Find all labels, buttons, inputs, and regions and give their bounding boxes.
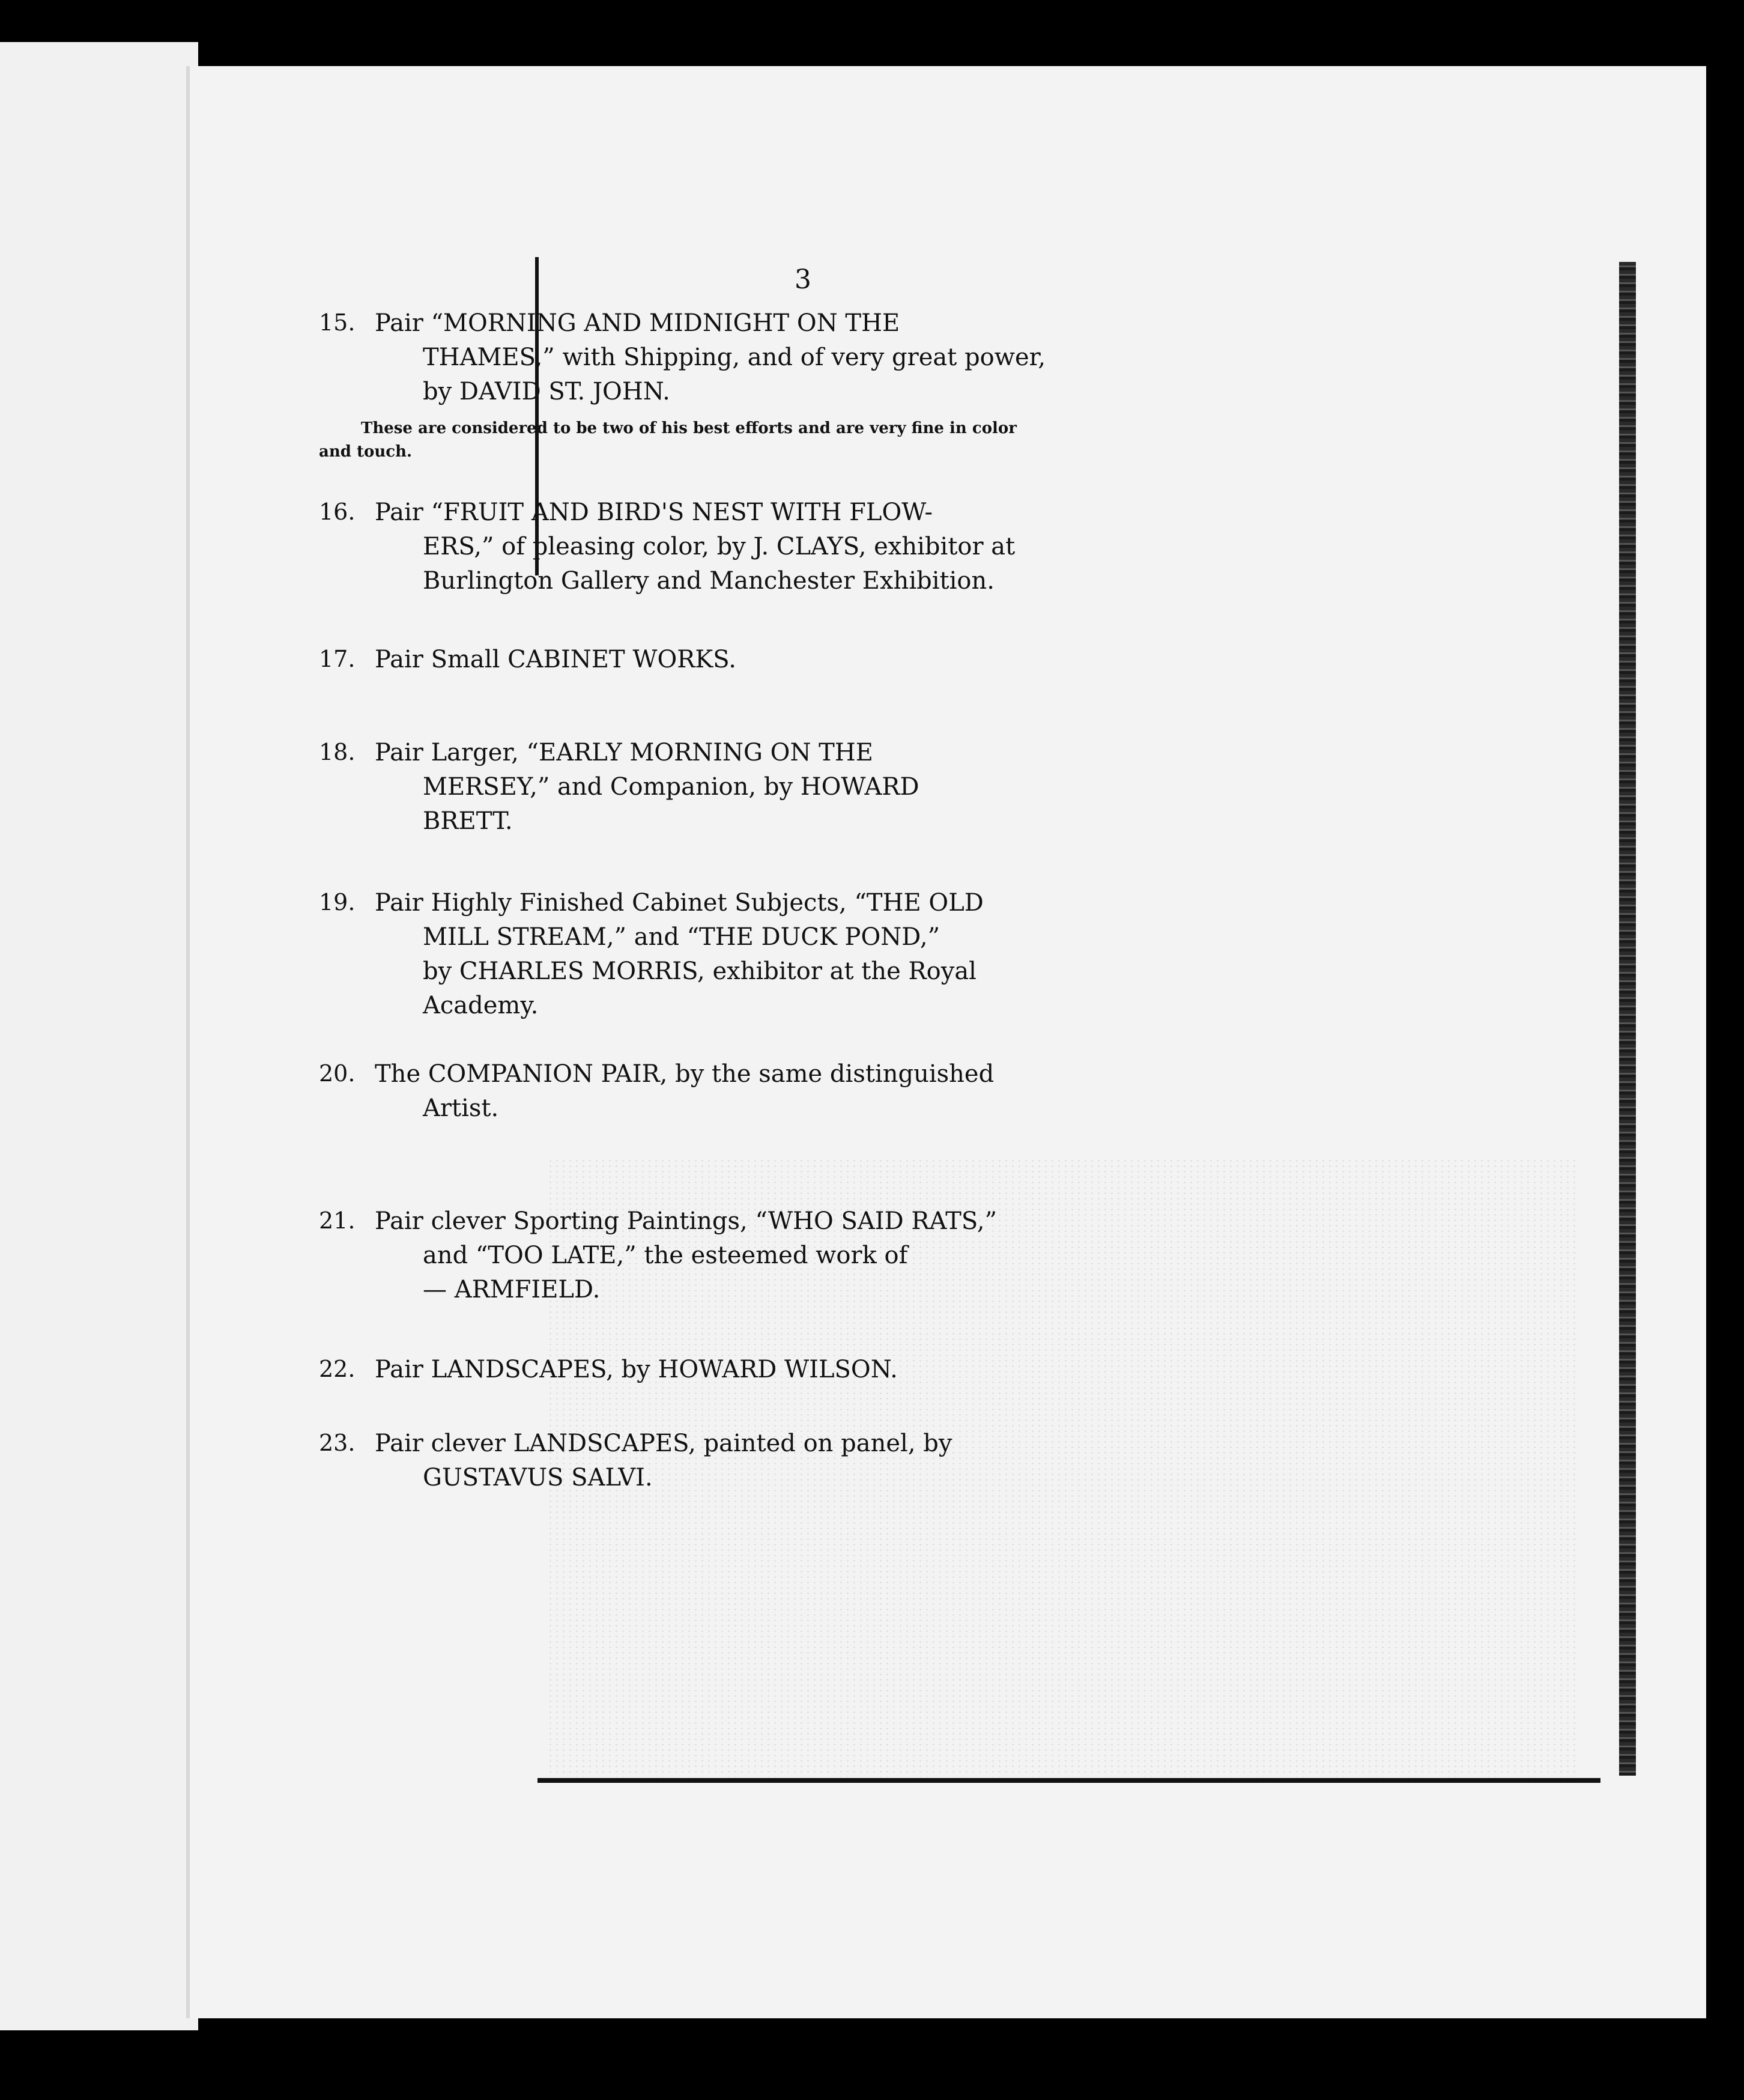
entry-line: by DAVID ST. JOHN. bbox=[423, 378, 670, 405]
entry-line: Pair clever LANDSCAPES, painted on panel, by bbox=[375, 1430, 952, 1457]
entry-number: 20. bbox=[319, 1060, 356, 1087]
entry-line: MERSEY,” and Companion, by HOWARD bbox=[423, 773, 919, 801]
entry-number: 23. bbox=[319, 1430, 356, 1456]
entry-line: Pair Larger, “EARLY MORNING ON THE bbox=[375, 739, 873, 766]
entry-number: 21. bbox=[319, 1207, 356, 1234]
entry-number: 19. bbox=[319, 889, 356, 915]
entry-line: Pair “MORNING AND MIDNIGHT ON THE bbox=[375, 309, 900, 337]
entry-line: — ARMFIELD. bbox=[423, 1276, 601, 1303]
entry-line: by CHARLES MORRIS, exhibitor at the Royal bbox=[423, 957, 976, 985]
entry-line: Pair clever Sporting Paintings, “WHO SAID RATS,” bbox=[375, 1207, 998, 1235]
entry-line: The COMPANION PAIR, by the same distinguished bbox=[375, 1060, 995, 1088]
entry-number: 18. bbox=[319, 739, 356, 765]
entry-line: Artist. bbox=[423, 1094, 499, 1122]
entry-number: 15. bbox=[319, 309, 356, 336]
frame-left-rule bbox=[535, 257, 539, 575]
entry-line: ERS,” of pleasing color, by J. CLAYS, exhibitor at bbox=[423, 533, 1016, 560]
entry-line: THAMES,” with Shipping, and of very great power, bbox=[423, 344, 1046, 371]
entry-line: Pair Small CABINET WORKS. bbox=[375, 646, 736, 673]
entry-number: 16. bbox=[319, 499, 356, 525]
entry-line: and “TOO LATE,” the esteemed work of bbox=[423, 1242, 908, 1269]
adjacent-page-edge bbox=[0, 42, 198, 2030]
entry-line: Pair “FRUIT AND BIRD'S NEST WITH FLOW- bbox=[375, 499, 933, 526]
entry-line: BRETT. bbox=[423, 807, 513, 835]
frame-bottom-rule bbox=[537, 1778, 1600, 1783]
entry-line: Academy. bbox=[423, 992, 539, 1019]
entry-line: MILL STREAM,” and “THE DUCK POND,” bbox=[423, 923, 940, 951]
entry-line: Pair LANDSCAPES, by HOWARD WILSON. bbox=[375, 1356, 898, 1383]
catalogue-page bbox=[186, 66, 1706, 2018]
print-frame bbox=[535, 257, 1601, 1777]
entry-line: Pair Highly Finished Cabinet Subjects, “THE OLD bbox=[375, 889, 984, 917]
entry-note: and touch. bbox=[319, 443, 413, 461]
entry-line: GUSTAVUS SALVI. bbox=[423, 1464, 653, 1492]
page-number: 3 bbox=[795, 264, 811, 295]
frame-right-border bbox=[1619, 262, 1636, 1776]
entry-note: These are considered to be two of his best efforts and are very fine in color bbox=[361, 419, 1017, 437]
entry-number: 22. bbox=[319, 1356, 356, 1382]
entry-number: 17. bbox=[319, 646, 356, 672]
entry-line: Burlington Gallery and Manchester Exhibition. bbox=[423, 567, 995, 595]
